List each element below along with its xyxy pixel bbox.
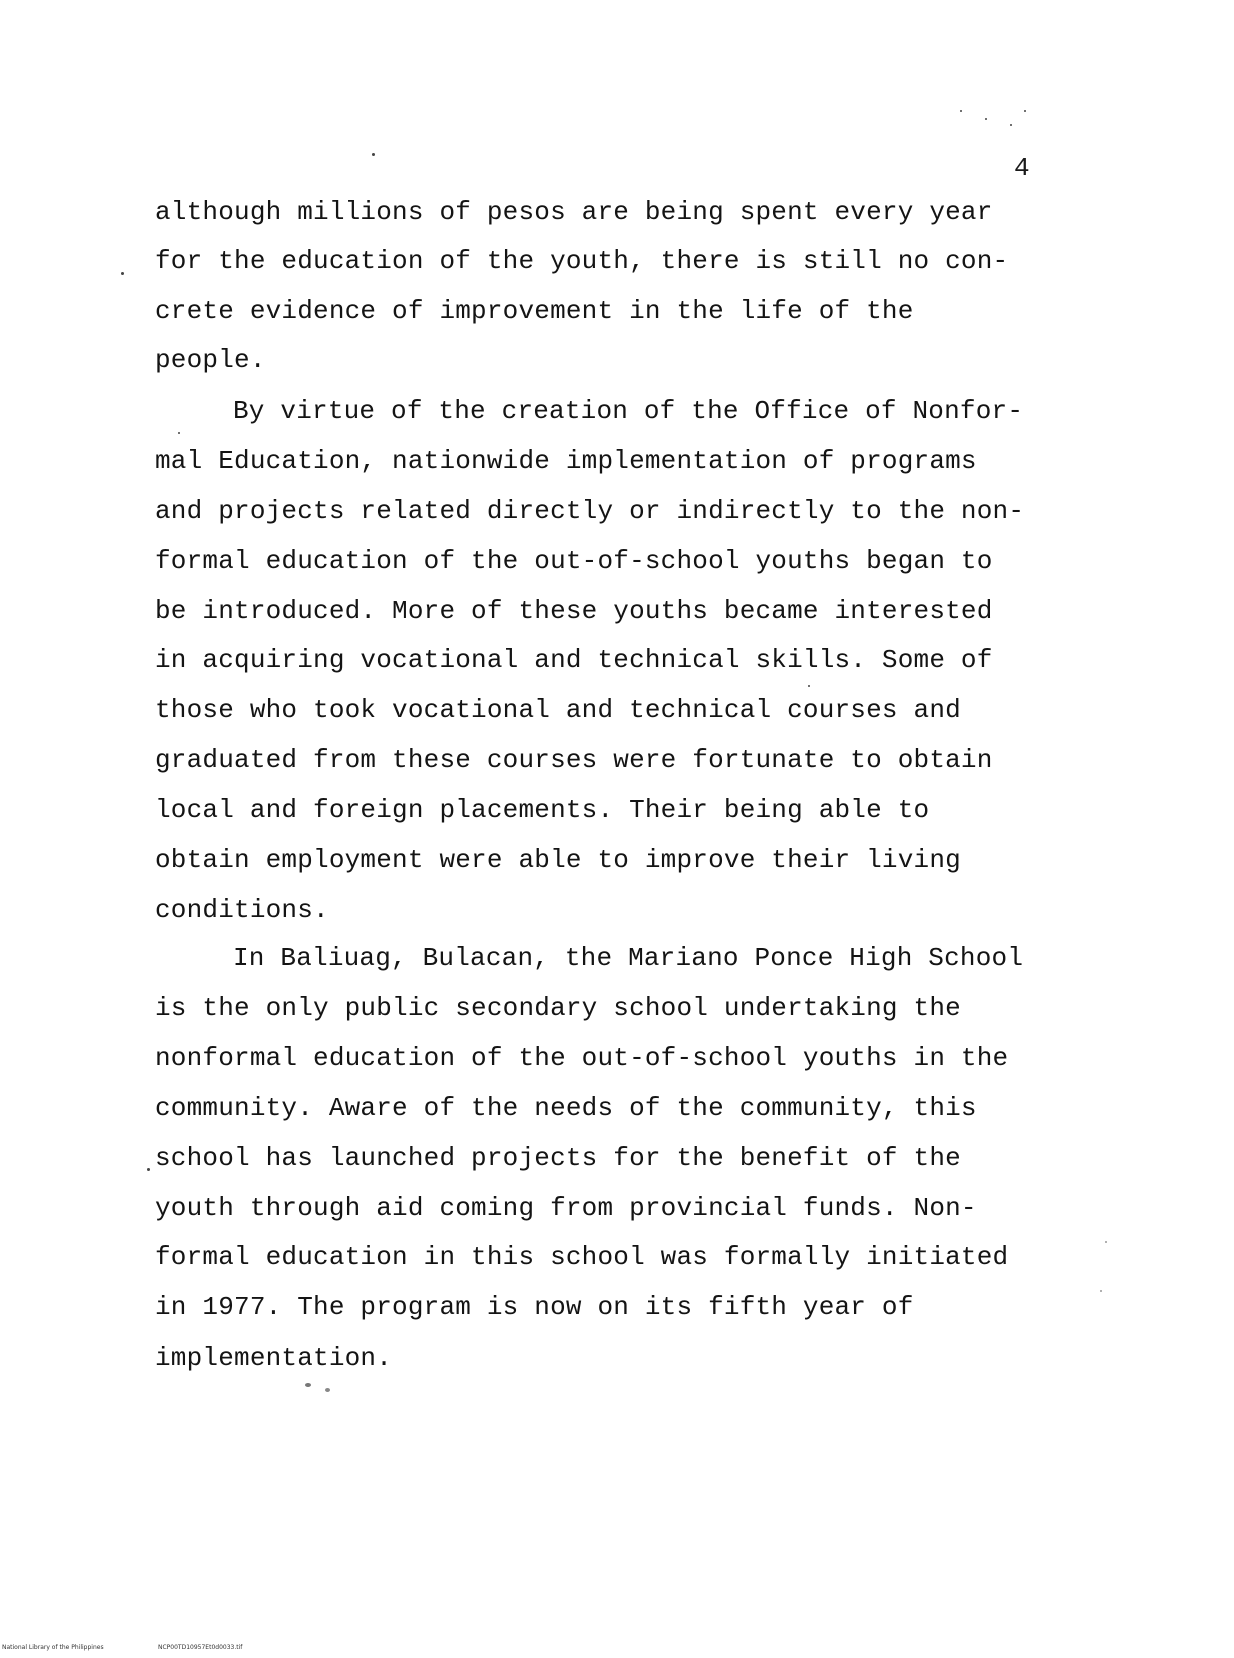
text-line: obtain employment were able to improve their living xyxy=(155,845,961,875)
text-line: formal education in this school was formally initiated xyxy=(155,1242,1009,1272)
text-line: conditions. xyxy=(155,895,329,925)
text-line: nonformal education of the out-of-school youths in the xyxy=(155,1043,1009,1073)
scan-speck xyxy=(960,110,962,112)
text-line: implementation. xyxy=(155,1343,393,1373)
scan-speck xyxy=(372,153,375,156)
scan-speck xyxy=(1105,1241,1107,1243)
scan-speck xyxy=(121,272,124,275)
footer-file-label: NCP00TD10957Et0d0033.tif xyxy=(158,1644,243,1651)
text-line: By virtue of the creation of the Office of Nonfor- xyxy=(233,396,1024,426)
scan-speck xyxy=(178,432,180,434)
footer-library-label: National Library of the Philippines xyxy=(2,1644,104,1651)
text-line: In Baliuag, Bulacan, the Mariano Ponce High School xyxy=(233,943,1024,973)
scan-speck xyxy=(1024,110,1026,112)
text-line: people. xyxy=(155,345,266,375)
scan-speck xyxy=(808,685,810,687)
text-line: although millions of pesos are being spent every year xyxy=(155,197,993,227)
scan-speck xyxy=(1010,124,1012,126)
scan-speck xyxy=(1100,1290,1102,1292)
text-line: and projects related directly or indirectly to the non- xyxy=(155,496,1025,526)
scan-speck xyxy=(305,1383,311,1387)
text-line: local and foreign placements. Their being able to xyxy=(155,795,930,825)
text-line: crete evidence of improvement in the life of the xyxy=(155,296,914,326)
text-line: community. Aware of the needs of the community, this xyxy=(155,1093,977,1123)
text-line: youth through aid coming from provincial funds. Non- xyxy=(155,1193,977,1223)
scan-speck xyxy=(985,118,987,120)
scan-speck xyxy=(325,1388,330,1392)
text-line: mal Education, nationwide implementation of programs xyxy=(155,446,977,476)
text-line: those who took vocational and technical courses and xyxy=(155,695,961,725)
text-line: be introduced. More of these youths became interested xyxy=(155,596,993,626)
text-line: is the only public secondary school undertaking the xyxy=(155,993,961,1023)
text-line: formal education of the out-of-school youths began to xyxy=(155,546,993,576)
text-line: for the education of the youth, there is still no con- xyxy=(155,246,1009,276)
text-line: in acquiring vocational and technical skills. Some of xyxy=(155,645,993,675)
text-line: graduated from these courses were fortunate to obtain xyxy=(155,745,993,775)
text-line: school has launched projects for the benefit of the xyxy=(155,1143,961,1173)
text-line: in 1977. The program is now on its fifth year of xyxy=(155,1292,914,1322)
page-number: 4 xyxy=(1014,153,1030,183)
scan-speck xyxy=(147,1168,150,1171)
